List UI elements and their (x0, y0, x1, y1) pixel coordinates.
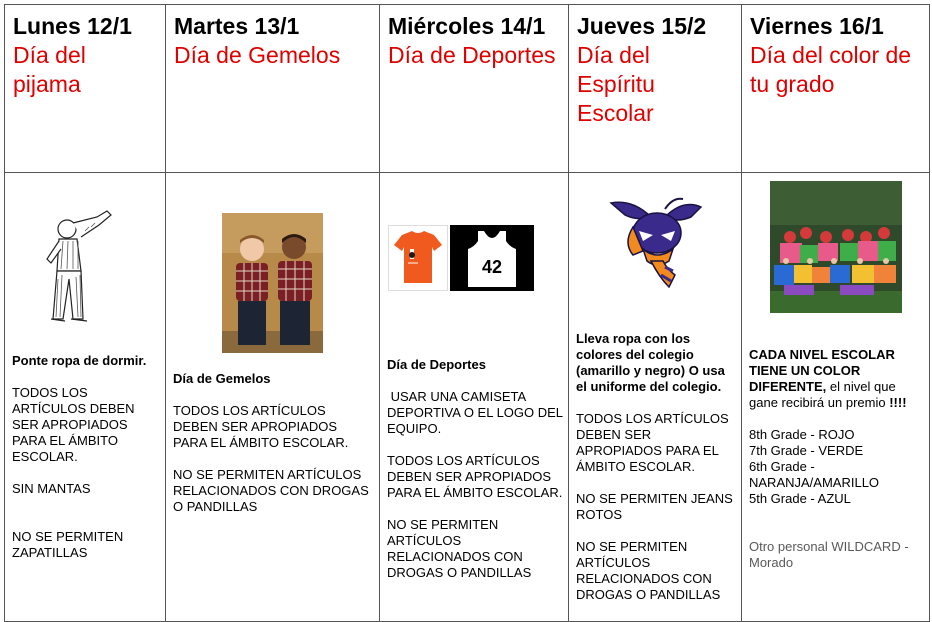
grade-color-line: 6th Grade - NARANJA/AMARILLO (749, 459, 880, 490)
day-name: Martes 13/1 (174, 13, 300, 39)
spirit-week-table (4, 4, 930, 622)
detail-line: TODOS LOS ARTÍCULOS DEBEN SER APROPIADOS PARA EL ÁMBITO ESCOLAR. (387, 453, 563, 500)
grade-color-line: 8th Grade - ROJO (749, 427, 855, 442)
detail-line: NO SE PERMITEN JEANS ROTOS (576, 491, 733, 522)
detail-line: TODOS LOS ARTÍCULOS DEBEN SER APROPIADOS PARA EL ÁMBITO ESCOLAR. (173, 403, 349, 450)
day-body-wednesday (380, 173, 569, 622)
day-theme: Día del color de tu grado (750, 42, 912, 97)
lead-paragraph (749, 347, 921, 411)
detail-line: NO SE PERMITEN ZAPATILLAS (12, 529, 124, 560)
day-theme: Día de Gemelos (174, 42, 341, 68)
day-details (576, 331, 736, 603)
day-header-wednesday (380, 5, 569, 173)
detail-line: NO SE PERMITEN ARTÍCULOS RELACIONADOS CON DROGAS O PANDILLAS (576, 539, 721, 602)
twins-photo (222, 213, 323, 353)
lead-text: Ponte ropa de dormir. (12, 353, 147, 368)
lead-rest-text: el nivel que gane recibirá un premio (749, 379, 896, 410)
header-row (5, 5, 930, 173)
jersey-number: 42 (481, 257, 503, 277)
grade-color-line: 7th Grade - VERDE (749, 443, 864, 458)
day-name: Jueves 15/2 (577, 13, 707, 39)
day-name: Lunes 12/1 (13, 13, 132, 39)
day-theme: Día del pijama (13, 42, 86, 97)
tank-top-icon (450, 225, 534, 291)
day-theme: Día de Deportes (388, 42, 556, 68)
pajama-man-image (37, 209, 117, 334)
day-name: Viernes 16/1 (750, 13, 884, 39)
day-body-tuesday (166, 173, 380, 622)
detail-line: TODOS LOS ARTÍCULOS DEBEN SER APROPIADOS PARA EL ÁMBITO ESCOLAR. (12, 385, 135, 464)
grade-color-line: 5th Grade - AZUL (749, 491, 851, 506)
day-name: Miércoles 14/1 (388, 13, 546, 39)
detail-line: SIN MANTAS (12, 481, 91, 496)
day-body-monday (5, 173, 166, 622)
detail-line: NO SE PERMITEN ARTÍCULOS RELACIONADOS CON DROGAS O PANDILLAS (387, 517, 532, 580)
lead-text: Lleva ropa con los colores del colegio (amarillo y negro) O usa el uniforme del colegio. (576, 331, 725, 394)
day-details (749, 347, 921, 571)
day-details (173, 371, 373, 515)
day-details (387, 357, 565, 581)
lead-text: Día de Gemelos (173, 371, 271, 386)
day-details (12, 353, 160, 561)
orange-jersey-image (388, 225, 448, 291)
lead-end-text: !!!! (889, 395, 907, 410)
day-header-monday (5, 5, 166, 173)
content-row (5, 173, 930, 622)
day-header-thursday (569, 5, 742, 173)
day-theme: Día del Espíritu Escolar (577, 42, 655, 126)
day-body-thursday (569, 173, 742, 622)
day-header-friday (742, 5, 930, 173)
staff-note: Otro personal WILDCARD - Morado (749, 539, 909, 570)
lead-text: CADA NIVEL ESCOLAR TIENE UN COLOR DIFERENTE, (749, 347, 895, 394)
detail-line: TODOS LOS ARTÍCULOS DEBEN SER APROPIADOS PARA EL ÁMBITO ESCOLAR. (576, 411, 729, 474)
day-body-friday (742, 173, 930, 622)
detail-line: NO SE PERMITEN ARTÍCULOS RELACIONADOS CON DROGAS O PANDILLAS (173, 467, 369, 514)
students-group-photo (770, 181, 902, 313)
yellow-jacket-mascot-image (603, 197, 707, 297)
detail-line: USAR UNA CAMISETA DEPORTIVA O EL LOGO DEL EQUIPO. (387, 389, 567, 436)
day-header-tuesday (166, 5, 380, 173)
lead-text: Día de Deportes (387, 357, 486, 372)
